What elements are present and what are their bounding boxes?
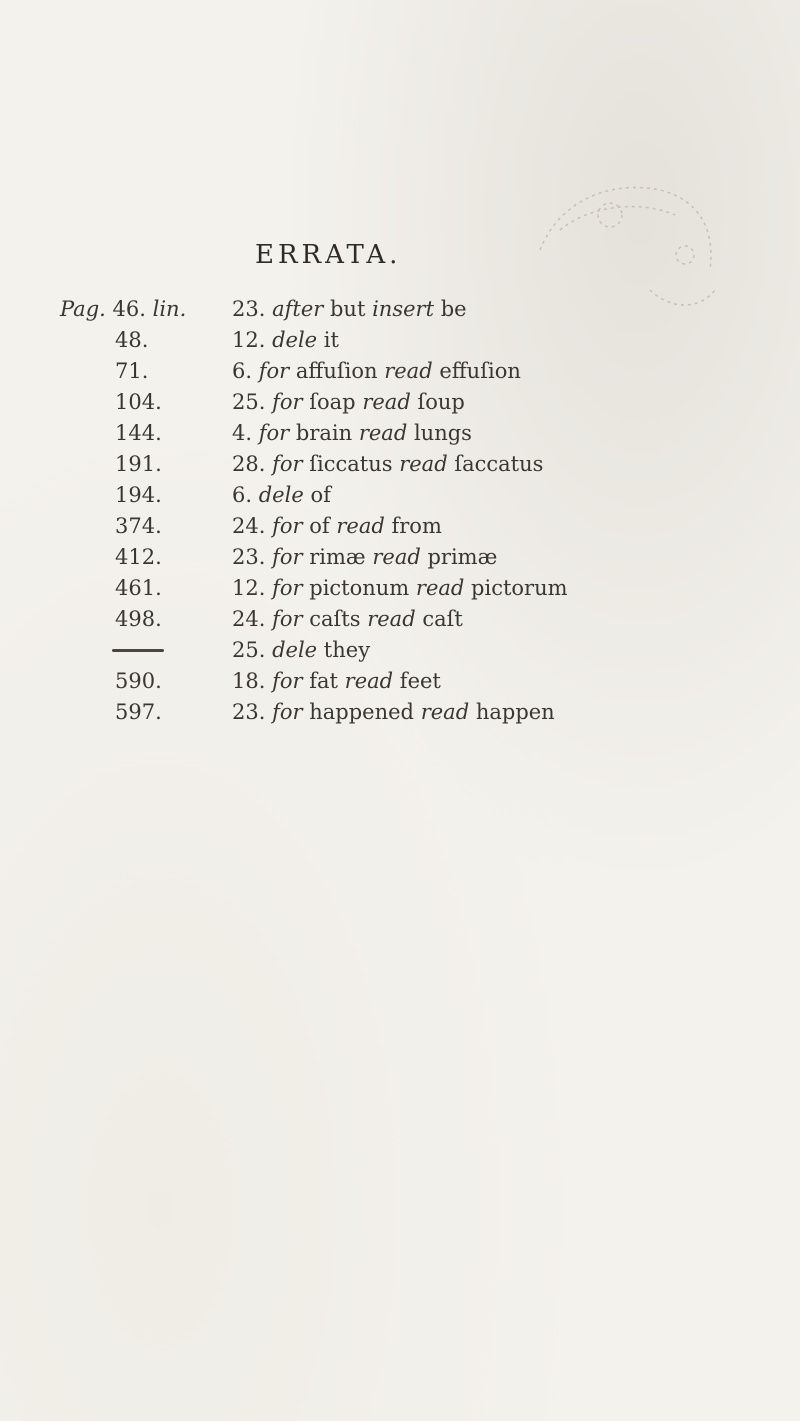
correction	[232, 387, 465, 418]
corrected-word: ſoup	[417, 390, 465, 414]
errata-list	[60, 294, 760, 728]
corrected-word: effuſion	[439, 359, 521, 383]
original-word: happened	[309, 700, 415, 724]
keyword: for	[272, 700, 303, 724]
errata-header-row	[60, 294, 760, 325]
page-number: 590.	[115, 669, 162, 693]
errata-row	[60, 449, 760, 480]
original-word: brain	[295, 421, 353, 445]
original-word: they	[323, 638, 371, 662]
original-word: of	[310, 483, 331, 507]
keyword: for	[258, 421, 290, 445]
corrected-word: primæ	[427, 545, 498, 569]
errata-row	[60, 325, 760, 356]
keyword: for	[272, 514, 303, 538]
errata-row	[60, 635, 760, 666]
page-number: 71.	[115, 359, 149, 383]
page-number: 194.	[115, 483, 162, 507]
keyword: for	[272, 545, 303, 569]
line-number: 24.	[232, 514, 266, 538]
correction	[232, 511, 442, 542]
errata-row	[60, 356, 760, 387]
line-number: 12.	[232, 328, 266, 352]
line-number: 6.	[232, 483, 253, 507]
correction	[232, 573, 568, 604]
keyword: for	[272, 576, 303, 600]
errata-title: ERRATA.	[255, 240, 402, 270]
original-word: ſoap	[309, 390, 356, 414]
corrected-word: lungs	[413, 421, 472, 445]
keyword: read	[372, 545, 421, 569]
correction	[232, 604, 463, 635]
page-number: 104.	[115, 390, 162, 414]
line-number: 4.	[232, 421, 253, 445]
original-word: caſts	[309, 607, 361, 631]
keyword: for	[272, 669, 303, 693]
keyword: read	[367, 607, 416, 631]
page-number: 597.	[115, 700, 162, 724]
errata-row	[60, 542, 760, 573]
page-number: 374.	[115, 514, 162, 538]
original-word: ſiccatus	[309, 452, 393, 476]
keyword: dele	[258, 483, 304, 507]
corrected-word: ſaccatus	[454, 452, 544, 476]
page-number: 461.	[115, 576, 162, 600]
keyword: for	[258, 359, 290, 383]
errata-row	[60, 480, 760, 511]
page-reference: Pag. 46. lin.	[60, 297, 187, 321]
correction	[232, 666, 441, 697]
correction	[232, 635, 370, 666]
ditto-dash	[112, 649, 164, 652]
correction	[232, 356, 521, 387]
corrected-word: from	[391, 514, 442, 538]
keyword: dele	[272, 638, 318, 662]
errata-row	[60, 666, 760, 697]
keyword: read	[336, 514, 385, 538]
original-word: fat	[309, 669, 338, 693]
page-number: 412.	[115, 545, 162, 569]
keyword: for	[272, 390, 303, 414]
page-number: 498.	[115, 607, 162, 631]
line-number: 18.	[232, 669, 266, 693]
correction	[232, 325, 339, 356]
errata-row	[60, 604, 760, 635]
keyword: for	[272, 607, 303, 631]
line-number: 24.	[232, 607, 266, 631]
page-number: 144.	[115, 421, 162, 445]
original-word: affuſion	[295, 359, 378, 383]
page-number: 48.	[115, 328, 149, 352]
line-number: 23.	[232, 545, 266, 569]
original-word: rimæ	[309, 545, 366, 569]
line-number: 28.	[232, 452, 266, 476]
errata-row	[60, 697, 760, 728]
corrected-word: happen	[475, 700, 555, 724]
original-word: pictonum	[309, 576, 410, 600]
keyword: read	[420, 700, 470, 724]
errata-row	[60, 418, 760, 449]
errata-row	[60, 387, 760, 418]
keyword: read	[415, 576, 465, 600]
page-number: 191.	[115, 452, 162, 476]
correction	[232, 418, 472, 449]
keyword: read	[399, 452, 448, 476]
errata-row	[60, 573, 760, 604]
keyword: read	[358, 421, 408, 445]
line-number: 12.	[232, 576, 266, 600]
line-number: 6.	[232, 359, 253, 383]
original-word: of	[309, 514, 330, 538]
correction	[232, 449, 543, 480]
keyword: for	[272, 452, 303, 476]
corrected-word: caſt	[422, 607, 463, 631]
correction	[232, 480, 331, 511]
errata-row	[60, 511, 760, 542]
correction: 23. after but insert be	[232, 297, 467, 321]
line-number: 25.	[232, 390, 266, 414]
corrected-word: pictorum	[471, 576, 568, 600]
keyword: read	[344, 669, 394, 693]
original-word: it	[323, 328, 339, 352]
line-number: 25.	[232, 638, 266, 662]
keyword: read	[384, 359, 433, 383]
corrected-word: feet	[399, 669, 441, 693]
correction	[232, 542, 497, 573]
keyword: dele	[272, 328, 318, 352]
keyword: read	[362, 390, 411, 414]
correction	[232, 697, 555, 728]
line-number: 23.	[232, 700, 266, 724]
